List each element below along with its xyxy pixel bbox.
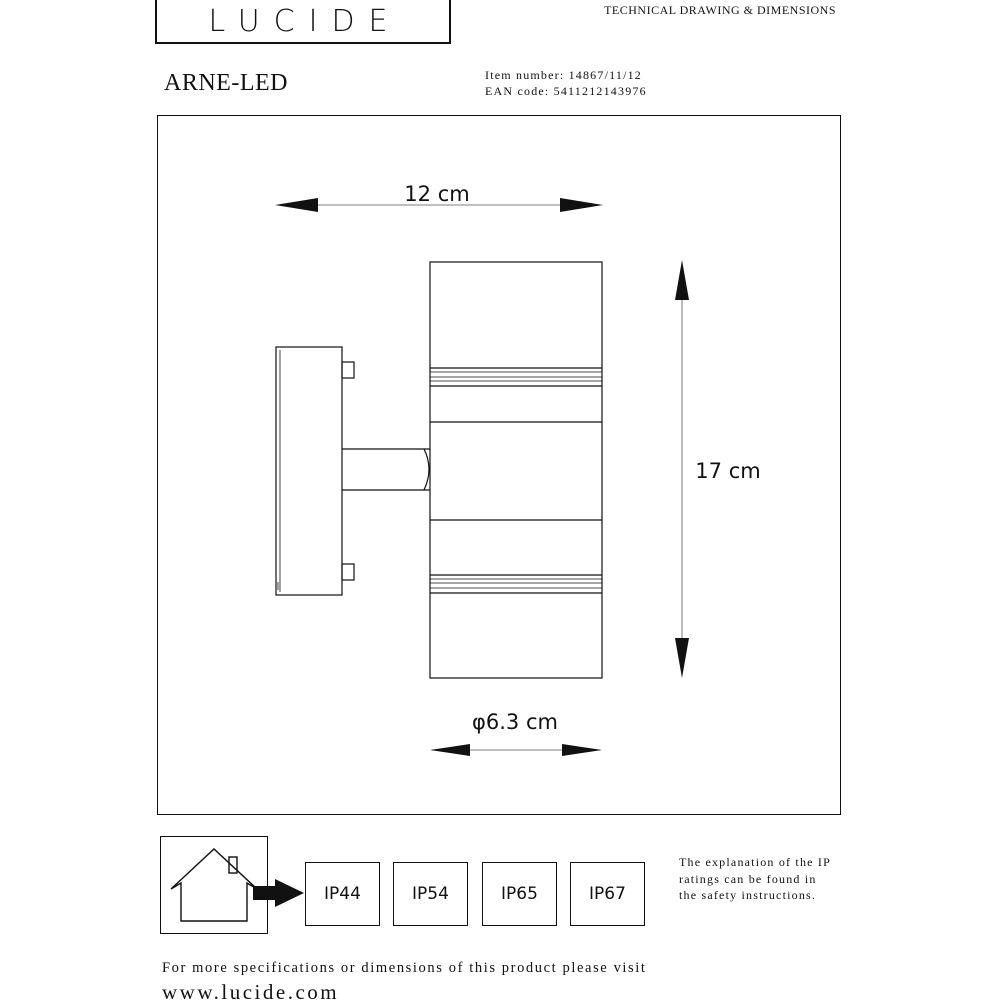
ip-rating-box: IP44 xyxy=(305,862,380,926)
height-label: 17 cm xyxy=(695,459,761,483)
arrowhead-left-icon xyxy=(275,198,318,212)
diameter-dimension xyxy=(430,710,602,756)
document-type: TECHNICAL DRAWING & DIMENSIONS xyxy=(604,3,836,17)
footer-text: For more specifications or dimensions of this product please visit xyxy=(162,960,647,976)
footer-website-link[interactable]: www.lucide.com xyxy=(162,980,340,1004)
arrowhead-right-icon xyxy=(562,744,602,756)
ip-rating-note: The explanation of the IP ratings can be found in the safety instructions. xyxy=(679,855,831,902)
width-label: 12 cm xyxy=(404,182,470,206)
ean-code: EAN code: 5411212143976 xyxy=(485,84,647,98)
ip-rating-box: IP54 xyxy=(393,862,468,926)
width-dimension xyxy=(275,182,603,212)
mounting-arm xyxy=(342,449,430,490)
product-name: ARNE-LED xyxy=(164,70,288,96)
height-dimension xyxy=(675,260,761,678)
ip-rating-box: IP67 xyxy=(570,862,645,926)
brand-logo-text: LUCIDE xyxy=(208,4,402,39)
arrowhead-up-icon xyxy=(675,260,689,300)
ip-rating-box: IP65 xyxy=(482,862,557,926)
wall-plate xyxy=(276,347,354,595)
house-icon xyxy=(161,837,267,933)
lamp-cylinder xyxy=(430,262,602,678)
arrowhead-down-icon xyxy=(675,638,689,678)
item-number: Item number: 14867/11/12 xyxy=(485,68,643,82)
arrowhead-right-icon xyxy=(560,198,603,212)
house-icon-box xyxy=(160,836,268,934)
arrowhead-left-icon xyxy=(430,744,470,756)
diameter-label: φ6.3 cm xyxy=(472,710,558,734)
